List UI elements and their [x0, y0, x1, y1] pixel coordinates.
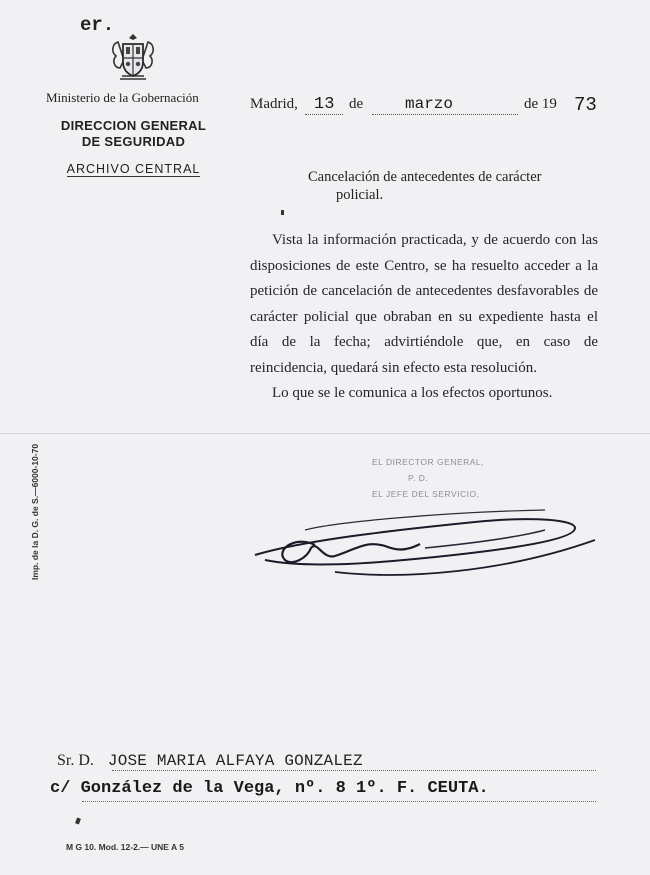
handwritten-signature [245, 500, 605, 590]
archive-label: ARCHIVO CENTRAL [66, 162, 201, 176]
date-month: marzo [405, 95, 454, 113]
corner-mark: er. [80, 14, 115, 36]
recipient-line [57, 752, 363, 770]
subject-line1: Cancelación de antecedentes de carácter [308, 169, 542, 185]
recipient-address: c/ González de la Vega, nº. 8 1º. F. CEUTA. [50, 779, 489, 798]
directorate-heading [46, 118, 221, 150]
subject [308, 168, 608, 204]
body-paragraph-1: Vista la información practicada, y de acuerdo con las disposiciones de este Centro, se ha resuelto acceder a la petición de cancelación de antecedentes desfavorables de carácter policial que obraban en su expediente hasta el día de la fecha; advirtiéndole que, en caso de reincidencia, quedará sin efecto esta resolución. [250, 232, 598, 376]
ministry-name: Ministerio de la Gobernación [46, 90, 199, 105]
form-code: M G 10. Mod. 12-2.— UNE A 5 [66, 842, 184, 852]
printer-imprint [28, 390, 42, 580]
stamp-line2: P. D. [408, 473, 429, 483]
ink-mark [281, 210, 284, 215]
date-de-1: de [349, 96, 364, 112]
directorate-line1: DIRECCION GENERAL [60, 118, 207, 133]
fold-crease [0, 433, 650, 434]
directorate-line2: DE SEGURIDAD [81, 134, 186, 149]
body-paragraph-2: Lo que se le comunica a los efectos oportunos. [272, 385, 553, 401]
recipient-name: JOSE MARIA ALFAYA GONZALEZ [107, 752, 363, 770]
printer-imprint-text: Imp. de la D. G. de S.—6000-10-70 [30, 443, 40, 580]
recipient-prefix: Sr. D. [57, 752, 94, 769]
date-year: 73 [574, 94, 597, 116]
date-de-2: de 19 [524, 96, 557, 112]
stamp-line1: EL DIRECTOR GENERAL, [372, 457, 485, 467]
ink-tick [75, 817, 81, 824]
coat-of-arms-icon [108, 30, 158, 82]
letter-body [250, 228, 598, 407]
address-dotted-line [82, 801, 596, 802]
date-city: Madrid, [250, 96, 298, 112]
archive-heading [46, 162, 221, 176]
subject-line2: policial. [336, 187, 384, 203]
date-day: 13 [314, 95, 335, 114]
official-stamp [372, 454, 512, 502]
recipient-dotted-line [112, 770, 596, 771]
stamp-line3: EL JEFE DEL SERVICIO, [372, 489, 480, 499]
